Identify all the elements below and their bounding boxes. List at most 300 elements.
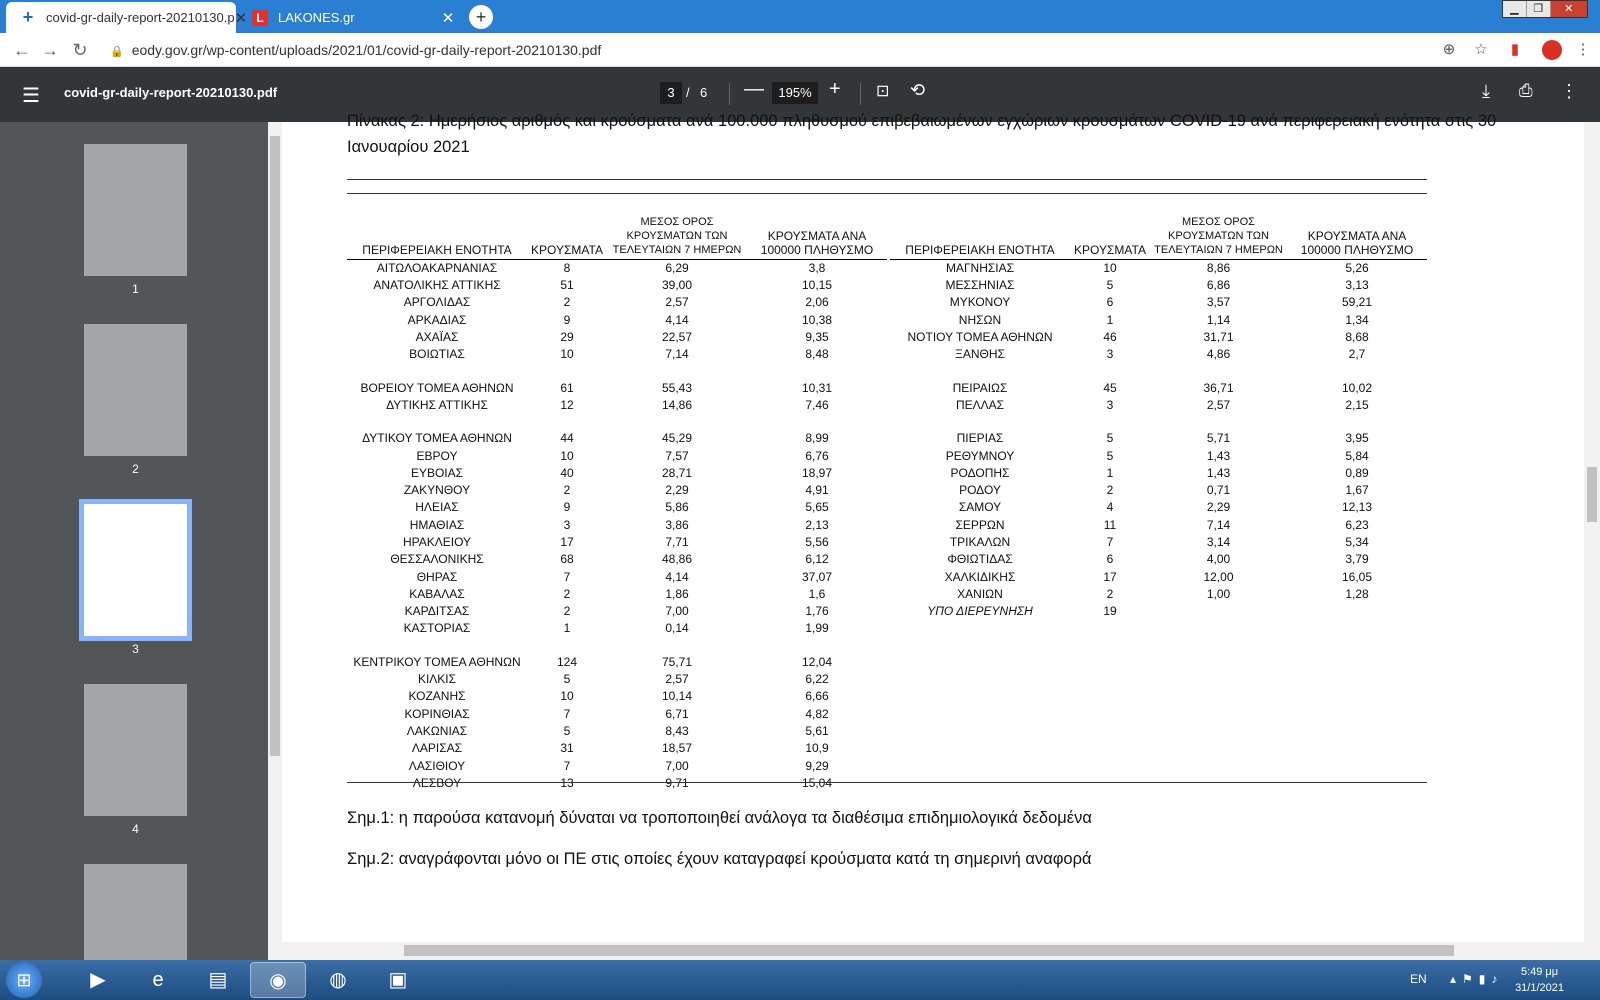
cases-cell: 2 xyxy=(563,604,571,619)
close-tab-icon[interactable]: ✕ xyxy=(234,9,248,27)
cases-cell: 31 xyxy=(560,741,574,756)
per100k-cell: 6,76 xyxy=(805,448,829,463)
col-region: ΠΕΡΙΦΕΡΕΙΑΚΗ ΕΝΟΤΗΤΑ xyxy=(347,215,527,260)
avg7-cell: 55,43 xyxy=(661,380,693,395)
cases-cell: 9 xyxy=(563,312,571,327)
rotate-icon[interactable]: ⟲ xyxy=(910,80,926,100)
per100k-cell: 2,13 xyxy=(805,517,829,532)
table-row xyxy=(890,482,1427,499)
per100k-cell: 1,99 xyxy=(805,621,829,636)
region-cell: ΡΟΔΟΠΗΣ xyxy=(950,465,1010,480)
cases-cell: 44 xyxy=(560,431,574,446)
table-row xyxy=(890,277,1427,294)
avg7-cell xyxy=(607,363,747,379)
region-cell: ΕΥΒΟΙΑΣ xyxy=(410,465,464,480)
region-cell: ΚΑΣΤΟΡΙΑΣ xyxy=(403,621,471,636)
avg7-cell: 3,57 xyxy=(1206,295,1231,310)
per100k-cell: 37,07 xyxy=(801,569,833,584)
region-cell: ΧΑΛΚΙΔΙΚΗΣ xyxy=(944,569,1016,584)
avg7-cell: 39,00 xyxy=(661,278,693,293)
table-row xyxy=(347,740,887,757)
vertical-scrollbar[interactable] xyxy=(1584,122,1600,960)
table-row xyxy=(347,586,887,603)
thumbnail-label: 3 xyxy=(132,642,139,656)
region-cell: ΦΘΙΩΤΙΔΑΣ xyxy=(947,552,1013,567)
region-cell: ΠΕΛΛΑΣ xyxy=(955,397,1005,412)
cases-cell: 10 xyxy=(560,347,574,362)
per100k-cell: 3,8 xyxy=(808,261,826,275)
cases-cell: 45 xyxy=(1103,380,1117,395)
cases-cell: 8 xyxy=(563,261,571,275)
download-icon[interactable]: ⤓ xyxy=(1482,81,1490,101)
region-cell: ΚΕΝΤΡΙΚΟΥ ΤΟΜΕΑ ΑΘΗΝΩΝ xyxy=(353,654,521,669)
hamburger-menu-icon[interactable]: ☰ xyxy=(22,85,40,107)
region-cell: ΑΙΤΩΛΟΑΚΑΡΝΑΝΙΑΣ xyxy=(376,261,498,275)
tab-lakones[interactable] xyxy=(238,2,460,33)
per100k-cell: 1,6 xyxy=(808,586,826,601)
region-table-right xyxy=(890,215,1427,620)
window-controls xyxy=(1502,0,1588,18)
cases-cell xyxy=(527,363,607,379)
region-cell: ΠΕΙΡΑΙΩΣ xyxy=(952,380,1008,395)
table-row xyxy=(890,260,1427,278)
region-cell: ΑΧΑΪΑΣ xyxy=(415,330,459,345)
region-cell: ΗΡΑΚΛΕΙΟΥ xyxy=(402,535,472,549)
clock[interactable] xyxy=(1515,964,1564,996)
media-player-icon[interactable]: ▶ xyxy=(90,969,106,991)
cases-cell: 17 xyxy=(560,535,574,549)
region-cell: ΡΕΘΥΜΝΟΥ xyxy=(945,448,1015,463)
maximize-button[interactable]: ❐ xyxy=(1526,1,1550,17)
table-row xyxy=(347,706,887,723)
avg7-cell: 4,14 xyxy=(665,569,689,584)
cases-cell xyxy=(527,414,607,430)
cases-cell: 1 xyxy=(1106,312,1114,327)
table-row xyxy=(347,430,887,447)
toolbar-divider xyxy=(860,83,861,105)
table-row xyxy=(890,586,1427,603)
cases-cell: 40 xyxy=(560,465,574,480)
file-explorer-icon[interactable]: ▤ xyxy=(208,969,228,991)
avg7-cell: 3,14 xyxy=(1206,535,1231,549)
per100k-cell: 6,23 xyxy=(1345,517,1369,532)
table-row xyxy=(347,294,887,311)
address-bar xyxy=(0,33,1600,67)
table-row xyxy=(347,688,887,705)
lakones-favicon-icon: L xyxy=(252,10,268,26)
table-row xyxy=(890,447,1427,464)
url-field[interactable] xyxy=(110,38,1510,62)
cases-cell: 12 xyxy=(560,397,574,412)
table-row xyxy=(890,551,1427,568)
cases-cell: 3 xyxy=(563,517,571,532)
profile-avatar[interactable] xyxy=(1542,40,1562,60)
avg7-cell: 18,57 xyxy=(661,741,693,756)
col-per100k: ΚΡΟΥΣΜΑΤΑ ΑΝΑ 100000 ΠΛΗΘΥΣΜΟ xyxy=(747,215,887,260)
firefox-icon[interactable]: ◍ xyxy=(329,969,347,991)
rule-line xyxy=(347,782,1427,783)
tab-covid-report[interactable] xyxy=(6,2,248,33)
zoom-level-input[interactable]: 195% xyxy=(772,82,818,104)
cases-cell: 61 xyxy=(560,380,574,395)
chrome-icon[interactable]: ◉ xyxy=(250,962,306,998)
table-row xyxy=(347,414,887,430)
table-row xyxy=(347,654,887,671)
region-cell: ΒΟΙΩΤΙΑΣ xyxy=(409,347,465,362)
per100k-cell: 2,06 xyxy=(805,295,829,310)
table-row xyxy=(890,430,1427,447)
more-options-icon[interactable]: ⋮ xyxy=(1560,81,1578,101)
per100k-cell: 1,28 xyxy=(1345,586,1369,601)
cases-cell: 5 xyxy=(1106,431,1114,446)
per100k-cell: 5,84 xyxy=(1345,448,1369,463)
avg7-cell: 7,57 xyxy=(665,448,689,463)
avg7-cell xyxy=(1150,414,1287,430)
per100k-cell: 6,12 xyxy=(805,552,829,567)
close-window-button[interactable]: ✕ xyxy=(1550,1,1587,17)
per100k-cell: 1,67 xyxy=(1345,483,1369,498)
region-cell: ΑΡΓΟΛΙΔΑΣ xyxy=(403,295,471,310)
per100k-cell: 9,35 xyxy=(805,330,829,345)
avg7-cell: 14,86 xyxy=(661,397,693,412)
table-row xyxy=(890,312,1427,329)
per100k-cell: 12,04 xyxy=(801,654,833,669)
avg7-cell: 1,43 xyxy=(1206,448,1231,463)
per100k-cell: 10,15 xyxy=(801,278,833,293)
system-tray xyxy=(1400,960,1600,1000)
toolbar-divider xyxy=(729,83,730,105)
rule-line xyxy=(347,179,1427,180)
thumbnail-sidebar xyxy=(0,122,268,964)
avg7-cell xyxy=(607,638,747,654)
extension-icon[interactable]: ▮ xyxy=(1510,41,1520,58)
avg7-cell: 2,57 xyxy=(665,295,689,310)
region-cell: ΞΑΝΘΗΣ xyxy=(955,347,1005,362)
avg7-cell: 1,43 xyxy=(1206,465,1231,480)
region-cell: ΣΕΡΡΩΝ xyxy=(955,517,1005,532)
avg7-cell: 36,71 xyxy=(1203,380,1234,395)
avg7-cell: 7,00 xyxy=(665,758,689,773)
per100k-cell: 3,79 xyxy=(1345,552,1369,567)
cases-cell: 2 xyxy=(563,295,571,310)
avg7-cell xyxy=(1150,363,1287,379)
avg7-cell: 6,29 xyxy=(665,261,689,275)
per100k-cell xyxy=(747,363,887,379)
image-viewer-icon[interactable]: ▣ xyxy=(388,969,408,991)
forward-button[interactable]: → xyxy=(41,40,59,60)
avg7-cell: 1,00 xyxy=(1206,586,1231,601)
cases-cell: 10 xyxy=(1103,261,1117,275)
browser-menu-icon[interactable]: ⋮ xyxy=(1575,41,1591,58)
fit-page-icon[interactable]: ⊡ xyxy=(876,83,890,100)
table-row xyxy=(347,620,887,637)
per100k-cell: 10,02 xyxy=(1341,380,1373,395)
avg7-cell: 2,29 xyxy=(1206,500,1231,515)
eody-favicon-icon: + xyxy=(22,7,34,27)
table-row xyxy=(347,260,887,278)
start-button[interactable]: ⊞ xyxy=(6,962,42,998)
internet-explorer-icon[interactable]: e xyxy=(152,969,164,991)
region-cell: ΚΑΡΔΙΤΣΑΣ xyxy=(404,604,470,619)
per100k-cell xyxy=(747,638,887,654)
per100k-cell xyxy=(1287,363,1427,379)
page-thumbnail-4[interactable] xyxy=(84,684,187,816)
cases-cell: 5 xyxy=(1106,278,1114,293)
per100k-cell: 5,61 xyxy=(805,723,829,738)
minimize-button[interactable]: ▁ xyxy=(1510,3,1519,15)
table-row xyxy=(890,465,1427,482)
page-thumbnail-1[interactable] xyxy=(84,144,187,276)
cases-cell: 7 xyxy=(563,758,571,773)
per100k-cell xyxy=(1287,603,1427,620)
avg7-cell: 2,57 xyxy=(665,672,689,687)
per100k-cell: 5,65 xyxy=(805,500,829,515)
per100k-cell: 18,97 xyxy=(801,465,833,480)
sidebar-scroll-thumb[interactable] xyxy=(270,136,280,756)
avg7-cell: 10,14 xyxy=(661,689,693,704)
cases-cell: 6 xyxy=(1106,552,1114,567)
bookmark-star-icon[interactable]: ☆ xyxy=(1474,41,1488,58)
avg7-cell: 7,14 xyxy=(1206,517,1231,532)
table-row xyxy=(347,346,887,363)
table-row xyxy=(347,277,887,294)
col-region: ΠΕΡΙΦΕΡΕΙΑΚΗ ΕΝΟΤΗΤΑ xyxy=(890,215,1070,260)
pdf-title: covid-gr-daily-report-20210130.pdf xyxy=(64,85,278,100)
table-row xyxy=(347,638,887,654)
cases-cell: 7 xyxy=(563,569,571,584)
table-row xyxy=(347,551,887,568)
region-cell: ΜΑΓΝΗΣΙΑΣ xyxy=(945,261,1015,275)
reload-button[interactable]: ↻ xyxy=(72,40,88,60)
col-avg7: ΜΕΣΟΣ ΟΡΟΣ ΚΡΟΥΣΜΑΤΩΝ ΤΩΝ ΤΕΛΕΥΤΑΙΩΝ 7 ΗΜΕΡΩΝ xyxy=(1150,215,1287,260)
avg7-cell: 0,71 xyxy=(1206,483,1231,498)
cases-cell: 1 xyxy=(563,621,571,636)
page-thumbnail-3[interactable] xyxy=(84,504,187,636)
cases-cell: 68 xyxy=(560,552,574,567)
new-tab-button[interactable]: + xyxy=(469,5,493,29)
cases-cell: 6 xyxy=(1106,295,1114,310)
cases-cell: 46 xyxy=(1103,330,1117,345)
region-cell: ΔΥΤΙΚΗΣ ΑΤΤΙΚΗΣ xyxy=(386,397,488,412)
windows-taskbar xyxy=(0,960,1600,1000)
zoom-out-button[interactable]: — xyxy=(744,78,764,100)
lock-icon: 🔒 xyxy=(110,46,124,58)
avg7-cell: 3,86 xyxy=(665,517,689,532)
cases-cell: 19 xyxy=(1103,604,1117,619)
table-row xyxy=(347,517,887,534)
table-row xyxy=(347,775,887,792)
thumbnail-label: 2 xyxy=(132,462,139,476)
region-cell: ΛΑΚΩΝΙΑΣ xyxy=(406,723,468,738)
print-icon[interactable]: ⎙ xyxy=(1519,81,1533,100)
per100k-cell: 8,48 xyxy=(805,347,829,362)
table-row xyxy=(890,346,1427,363)
avg7-cell: 12,00 xyxy=(1203,569,1234,584)
table-row xyxy=(890,414,1427,430)
vertical-scroll-thumb[interactable] xyxy=(1587,467,1597,522)
rule-line xyxy=(347,193,1427,194)
avg7-cell: 75,71 xyxy=(661,654,693,669)
region-cell: ΥΠΟ ΔΙΕΡΕΥΝΗΣΗ xyxy=(927,604,1033,619)
total-pages: 6 xyxy=(700,85,708,100)
region-cell: ΜΕΣΣΗΝΙΑΣ xyxy=(945,278,1015,293)
close-tab-icon[interactable]: ✕ xyxy=(441,9,455,27)
avg7-cell: 5,71 xyxy=(1206,431,1231,446)
cases-cell: 3 xyxy=(1106,397,1114,412)
table-row xyxy=(890,499,1427,516)
per100k-cell: 5,56 xyxy=(805,535,829,549)
cases-cell: 5 xyxy=(563,672,571,687)
per100k-cell: 10,31 xyxy=(801,380,833,395)
table-row xyxy=(347,397,887,414)
per100k-cell: 6,66 xyxy=(805,689,829,704)
region-cell: ΤΡΙΚΑΛΩΝ xyxy=(949,535,1011,549)
table-row xyxy=(890,397,1427,414)
avg7-cell: 2,29 xyxy=(665,483,689,498)
page-thumbnail-2[interactable] xyxy=(84,324,187,456)
avg7-cell: 7,14 xyxy=(665,347,689,362)
per100k-cell: 4,82 xyxy=(805,706,829,721)
avg7-cell: 8,86 xyxy=(1206,261,1231,275)
avg7-cell: 1,86 xyxy=(665,586,689,601)
table-row xyxy=(890,603,1427,620)
back-button[interactable]: ← xyxy=(13,40,31,60)
cases-cell: 124 xyxy=(556,654,578,669)
zoom-in-button[interactable]: + xyxy=(829,78,841,100)
col-avg7: ΜΕΣΟΣ ΟΡΟΣ ΚΡΟΥΣΜΑΤΩΝ ΤΩΝ ΤΕΛΕΥΤΑΙΩΝ 7 ΗΜΕΡΩΝ xyxy=(607,215,747,260)
per100k-cell xyxy=(1287,414,1427,430)
avg7-cell: 5,86 xyxy=(665,500,689,515)
region-table-left xyxy=(347,215,887,792)
cases-cell xyxy=(527,775,607,792)
region-cell xyxy=(890,363,1070,379)
col-per100k: ΚΡΟΥΣΜΑΤΑ ΑΝΑ 100000 ΠΛΗΘΥΣΜΟ xyxy=(1287,215,1427,260)
region-cell xyxy=(347,363,527,379)
avg7-cell: 45,29 xyxy=(661,431,693,446)
table-row xyxy=(347,671,887,688)
avg7-cell xyxy=(1150,603,1287,620)
avg7-cell: 48,86 xyxy=(661,552,693,567)
avg7-cell: 2,57 xyxy=(1206,397,1231,412)
region-cell: ΣΑΜΟΥ xyxy=(958,500,1002,515)
tab-title: covid-gr-daily-report-20210130.p xyxy=(46,10,235,25)
avg7-cell: 6,86 xyxy=(1206,278,1231,293)
language-indicator[interactable]: EN xyxy=(1410,972,1427,986)
avg7-cell: 28,71 xyxy=(661,465,693,480)
zoom-icon[interactable]: ⊕ xyxy=(1442,41,1456,58)
avg7-cell: 0,14 xyxy=(665,621,689,636)
per100k-cell: 4,91 xyxy=(805,483,829,498)
region-cell: ΚΟΡΙΝΘΙΑΣ xyxy=(404,706,470,721)
table-row xyxy=(347,603,887,620)
browser-tab-bar xyxy=(0,0,1600,33)
avg7-cell: 4,86 xyxy=(1206,347,1231,362)
cases-cell: 5 xyxy=(563,723,571,738)
avg7-cell: 31,71 xyxy=(1203,330,1234,345)
cases-cell: 7 xyxy=(1106,535,1114,549)
region-cell: ΛΑΡΙΣΑΣ xyxy=(411,741,463,756)
page-separator: / xyxy=(686,85,690,100)
tray-icons[interactable]: ▴⚑▮♪ xyxy=(1450,972,1504,986)
region-cell xyxy=(347,414,527,430)
avg7-cell: 4,00 xyxy=(1206,552,1231,567)
table-row xyxy=(347,499,887,516)
avg7-cell: 8,43 xyxy=(665,723,689,738)
cases-cell xyxy=(1070,414,1150,430)
table-row xyxy=(347,329,887,346)
table-heading: Πίνακας 2: Ημερήσιος αριθμός και κρούσματα ανά 100.000 πληθυσμού επιβεβαιωμένων εγχώριων κρουσμάτων COVID-19 ανά περιφερειακή ενότητα στις 30 Ιανουαρίου 2021 xyxy=(347,112,1497,156)
avg7-cell: 7,00 xyxy=(665,604,689,619)
per100k-cell: 5,26 xyxy=(1345,261,1369,275)
cases-cell: 5 xyxy=(1106,448,1114,463)
per100k-cell: 0,89 xyxy=(1345,465,1369,480)
per100k-cell: 3,95 xyxy=(1345,431,1369,446)
avg7-cell: 6,71 xyxy=(665,706,689,721)
region-cell: ΖΑΚΥΝΘΟΥ xyxy=(403,483,471,498)
table-row xyxy=(347,482,887,499)
cases-cell xyxy=(1070,363,1150,379)
per100k-cell: 8,68 xyxy=(1345,330,1369,345)
cases-cell: 17 xyxy=(1103,569,1117,584)
region-cell: ΠΙΕΡΙΑΣ xyxy=(956,431,1004,446)
region-cell: ΔΥΤΙΚΟΥ ΤΟΜΕΑ ΑΘΗΝΩΝ xyxy=(362,431,512,446)
table-row xyxy=(890,534,1427,551)
per100k-cell: 2,15 xyxy=(1345,397,1369,412)
clock-date: 31/1/2021 xyxy=(1515,982,1564,994)
avg7-cell: 7,71 xyxy=(665,535,689,549)
region-cell xyxy=(347,638,527,654)
pdf-page xyxy=(282,112,1584,942)
region-cell: ΗΜΑΘΙΑΣ xyxy=(409,517,465,532)
region-cell: ΝΗΣΩΝ xyxy=(958,312,1002,327)
region-cell: ΡΟΔΟΥ xyxy=(959,483,1001,498)
table-row xyxy=(347,312,887,329)
region-cell: ΧΑΝΙΩΝ xyxy=(957,586,1003,601)
region-cell: ΚΟΖΑΝΗΣ xyxy=(408,689,466,704)
sidebar-scrollbar[interactable] xyxy=(268,122,282,964)
region-cell: ΛΑΣΙΘΙΟΥ xyxy=(408,758,466,773)
cases-cell: 10 xyxy=(560,448,574,463)
per100k-cell: 1,34 xyxy=(1345,312,1369,327)
thumbnail-label: 1 xyxy=(132,282,139,296)
region-cell: ΑΡΚΑΔΙΑΣ xyxy=(407,312,467,327)
region-cell: ΘΗΡΑΣ xyxy=(416,569,458,584)
per100k-cell: 3,13 xyxy=(1345,278,1369,293)
region-cell: ΜΥΚΟΝΟΥ xyxy=(949,295,1011,310)
cases-cell: 1 xyxy=(1106,465,1114,480)
col-cases: ΚΡΟΥΣΜΑΤΑ xyxy=(1070,215,1150,260)
cases-cell xyxy=(527,638,607,654)
table-row xyxy=(347,465,887,482)
page-number-input[interactable]: 3 xyxy=(660,82,682,104)
per100k-cell: 6,22 xyxy=(805,672,829,687)
table-row xyxy=(347,379,887,396)
horizontal-scrollbar[interactable] xyxy=(282,942,1584,960)
horizontal-scroll-thumb[interactable] xyxy=(404,945,1454,956)
table-row xyxy=(890,517,1427,534)
table-row xyxy=(347,363,887,379)
per100k-cell: 59,21 xyxy=(1341,295,1373,310)
table-row xyxy=(890,329,1427,346)
table-row xyxy=(347,447,887,464)
per100k-cell xyxy=(747,775,887,792)
tab-title: LAKONES.gr xyxy=(278,10,355,25)
col-cases: ΚΡΟΥΣΜΑΤΑ xyxy=(527,215,607,260)
region-cell: ΑΝΑΤΟΛΙΚΗΣ ΑΤΤΙΚΗΣ xyxy=(373,278,501,293)
avg7-cell: 4,14 xyxy=(665,312,689,327)
avg7-cell: 22,57 xyxy=(661,330,693,345)
table-row xyxy=(347,757,887,774)
